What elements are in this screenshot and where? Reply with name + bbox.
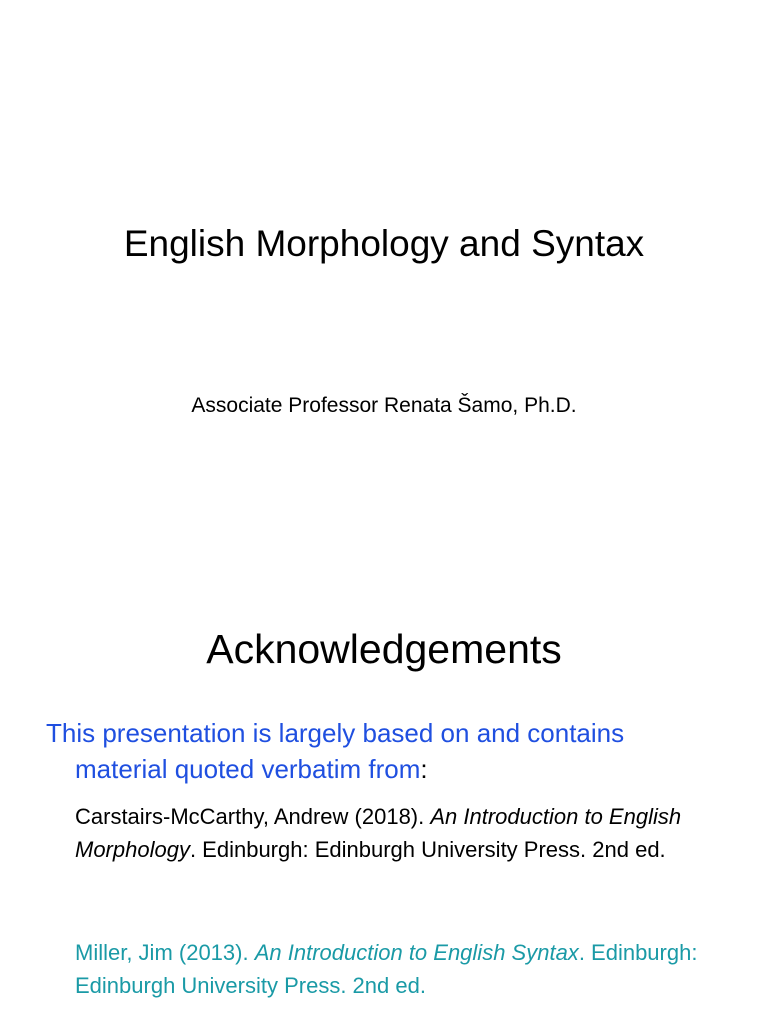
reference-author-year: Miller, Jim (2013).: [75, 940, 255, 965]
reference-morphology: [75, 800, 725, 866]
acknowledgements-slide: [0, 512, 768, 1024]
reference-publisher: . Edinburgh: Edinburgh University Press. 2nd ed.: [75, 940, 698, 998]
intro-line-2: material quoted verbatim from: [75, 754, 421, 784]
author-line: Associate Professor Renata Šamo, Ph.D.: [191, 394, 577, 417]
acknowledgements-heading: Acknowledgements: [206, 626, 562, 672]
reference-syntax: [75, 936, 725, 1002]
reference-publisher: . Edinburgh: Edinburgh University Press. 2nd ed.: [189, 837, 666, 862]
intro-line-2-wrapper: [46, 751, 736, 787]
intro-line-1: This presentation is largely based on and contains: [46, 718, 625, 748]
reference-book-title: An Introduction to English Syntax: [254, 940, 579, 965]
intro-paragraph: [46, 715, 736, 787]
intro-colon: :: [420, 754, 428, 784]
reference-author-year: Carstairs-McCarthy, Andrew (2018).: [75, 804, 431, 829]
reference-book-title: An Introduction to English Morphology: [75, 804, 682, 862]
presentation-title: English Morphology and Syntax: [123, 223, 645, 264]
